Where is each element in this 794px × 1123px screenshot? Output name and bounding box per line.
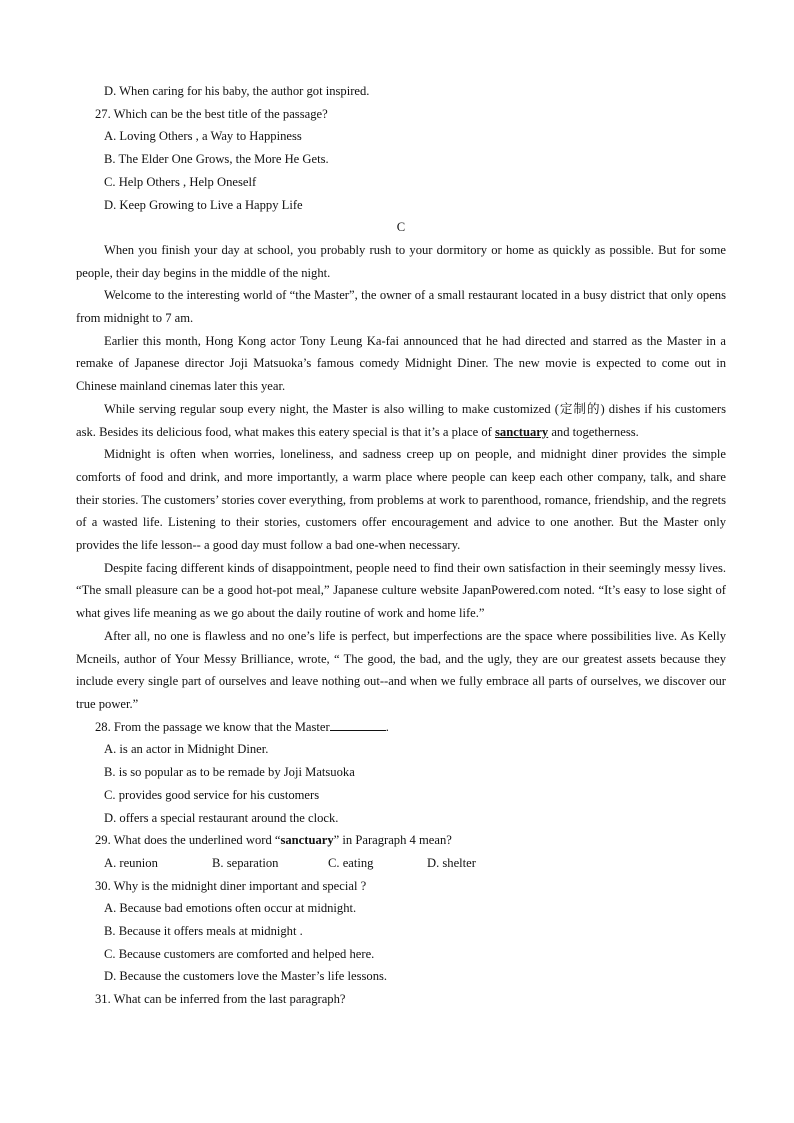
q29-stem: 29. What does the underlined word “sanctuary” in Paragraph 4 mean? [95, 833, 452, 848]
q30-option-a: A. Because bad emotions often occur at midnight. [104, 901, 357, 916]
q29-options [76, 852, 726, 875]
exam-page [76, 80, 726, 1011]
p4-text-after: and togetherness. [548, 424, 639, 439]
q29-option-b: B. separation [212, 855, 279, 870]
q28-option-d: D. offers a special restaurant around the clock. [104, 810, 339, 825]
q28-option-c: C. provides good service for his customers [104, 787, 320, 802]
q29-keyword: sanctuary [280, 833, 334, 848]
passage-paragraph-2: Welcome to the interesting world of “the Master”, the owner of a small restaurant located in a busy district that only opens from midnight to 7 am. [76, 288, 726, 326]
q27-option-a: A. Loving Others , a Way to Happiness [104, 129, 302, 144]
q27-stem: 27. Which can be the best title of the passage? [95, 106, 328, 121]
q30-option-c: C. Because customers are comforted and helped here. [104, 946, 375, 961]
passage-paragraph-4 [76, 398, 726, 443]
passage-paragraph-5: Midnight is often when worries, loneliness, and sadness creep up on people, and midnight diner provides the simple comforts of food and drink, and more importantly, a warm place where people can keep each other company, talk, and share their stories. The customers’ stories cover everything, from problems at work to parenthood, romance, friendship, and the regrets of a wasted life. Listening to their stories, customers offer encouragement and advice to one another. But the Master only provides the life lesson-- a good day must follow a bad one-when necessary. [76, 447, 726, 553]
passage-paragraph-7: After all, no one is flawless and no one’s life is perfect, but imperfections are the space where possibilities live. As Kelly Mcneils, author of Your Messy Brilliance, wrote, “ The good, the bad, and the ugly, they are our greatest assets because they include every single part of ourselves and leave nothing out--and when we fully embrace all parts of ourselves, we discover our true power.” [76, 628, 726, 711]
q30-stem: 30. Why is the midnight diner important and special ? [95, 878, 367, 893]
q28-option-a: A. is an actor in Midnight Diner. [104, 742, 269, 757]
q28-stem: 28. From the passage we know that the Master . [95, 719, 389, 734]
q26-option-d: D. When caring for his baby, the author got inspired. [104, 84, 370, 98]
q29-option-a: A. reunion [104, 855, 158, 870]
q30-option-b: B. Because it offers meals at midnight . [104, 924, 303, 939]
passage-paragraph-6: Despite facing different kinds of disappointment, people need to find their own satisfaction in their seemingly messy lives. “The small pleasure can be a good hot-pot meal,” Japanese culture website JapanPowered.com noted. “It’s easy to lose sight of what gives life meaning as we go about the daily routine of work and home life.” [76, 560, 726, 621]
passage-paragraph-3: Earlier this month, Hong Kong actor Tony Leung Ka-fai announced that he had directed and starred as the Master in a remake of Japanese director Joji Matsuoka’s famous comedy Midnight Diner. The new movie is expected to come out in Chinese mainland cinemas later this year. [76, 333, 726, 394]
underlined-word-sanctuary: sanctuary [495, 424, 549, 439]
answer-blank [330, 718, 386, 731]
q27-option-b: B. The Elder One Grows, the More He Gets. [104, 152, 329, 167]
section-label: C [396, 220, 406, 235]
q27-option-d: D. Keep Growing to Live a Happy Life [104, 197, 303, 212]
q27-option-c: C. Help Others , Help Oneself [104, 174, 257, 189]
passage-paragraph-1: When you finish your day at school, you probably rush to your dormitory or home as quickly as possible. But for some people, their day begins in the middle of the night. [76, 242, 726, 280]
q31-stem: 31. What can be inferred from the last paragraph? [95, 992, 346, 1007]
q28-option-b: B. is so popular as to be remade by Joji Matsuoka [104, 765, 355, 780]
q29-option-d: D. shelter [427, 855, 476, 870]
q29-option-c: C. eating [328, 855, 374, 870]
q30-option-d: D. Because the customers love the Master’s life lessons. [104, 969, 388, 984]
p4-text-before: While serving regular soup every night, the Master is also willing to make customized (定制的) dishes if his customers ask. Besides its delicious food, what makes this eatery special is that it’s a place of [76, 401, 726, 439]
